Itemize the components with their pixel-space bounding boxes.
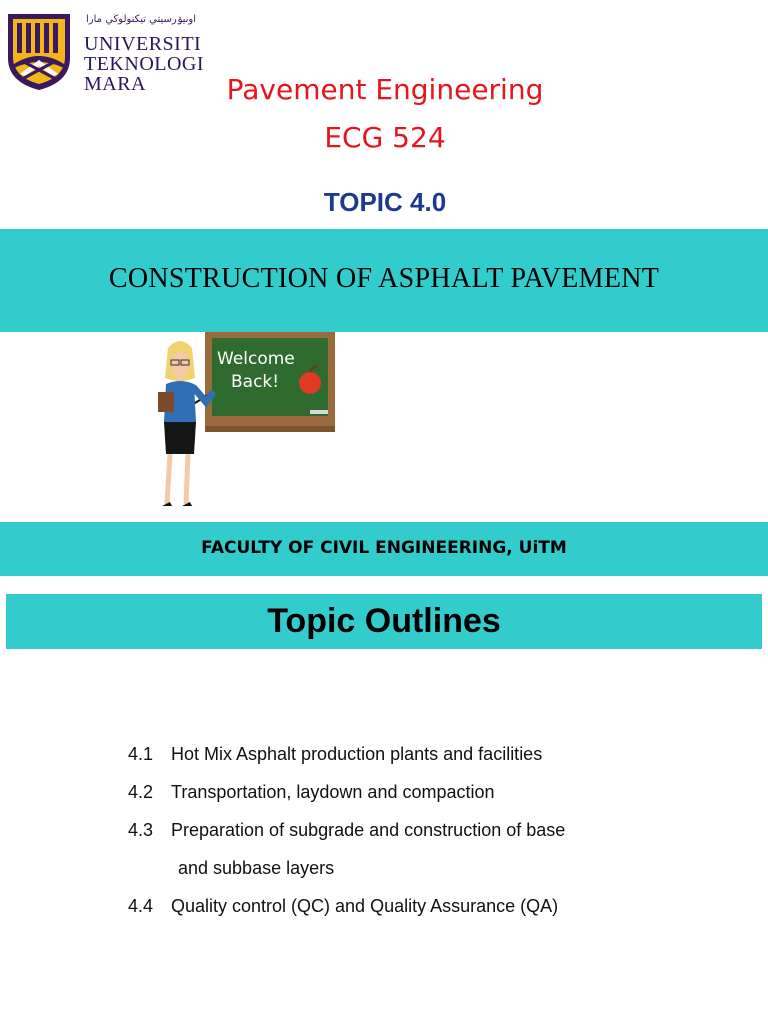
teacher-skirt xyxy=(164,422,196,454)
outline-item-number: 4.2 xyxy=(128,782,154,802)
outline-item-text: Transportation, laydown and compaction xyxy=(171,782,495,802)
faculty-label: FACULTY OF CIVIL ENGINEERING, UiTM xyxy=(201,538,567,558)
apple-icon xyxy=(299,372,321,394)
course-name: Pavement Engineering xyxy=(226,73,544,106)
outline-item-number: 4.4 xyxy=(128,896,154,916)
outline-heading-banner xyxy=(6,594,762,649)
outline-item-number: 4.1 xyxy=(128,744,154,764)
faculty-banner xyxy=(0,522,768,576)
logo-line-teknologi: TEKNOLOGI xyxy=(84,53,205,75)
logo-arabic-text: اونيۏرسيتي تيكنولوڬي مارا xyxy=(86,14,197,25)
outline-item xyxy=(128,742,748,780)
outline-list xyxy=(128,742,748,932)
outline-item-continuation: and subbase layers xyxy=(178,858,335,878)
teacher-welcome-illustration xyxy=(150,330,350,520)
outline-item xyxy=(128,780,748,818)
outline-item-text: Preparation of subgrade and construction of base xyxy=(171,820,566,840)
logo-line-universiti: UNIVERSITI xyxy=(84,33,202,55)
outline-item-number: 4.3 xyxy=(128,820,154,840)
topic-title-banner xyxy=(0,229,768,332)
topic-title: CONSTRUCTION OF ASPHALT PAVEMENT xyxy=(108,263,660,294)
outline-heading: Topic Outlines xyxy=(267,602,501,640)
outline-item-text: Quality control (QC) and Quality Assurance (QA) xyxy=(171,896,559,916)
outline-item xyxy=(128,894,748,932)
outline-item-text: Hot Mix Asphalt production plants and facilities xyxy=(171,744,543,764)
outline-item xyxy=(128,818,748,856)
logo-line-mara: MARA xyxy=(84,73,147,95)
book-icon xyxy=(158,392,174,412)
board-text-welcome: Welcome xyxy=(217,349,295,369)
board-text-back: Back! xyxy=(231,372,280,392)
course-code: ECG 524 xyxy=(324,121,446,154)
topic-label: TOPIC 4.0 xyxy=(323,187,447,217)
